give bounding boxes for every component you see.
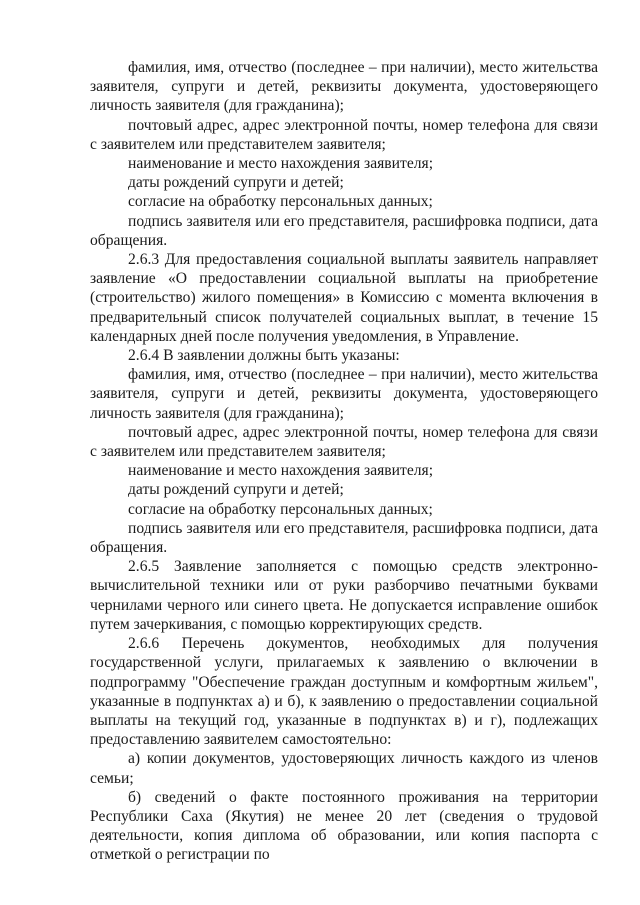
- list-item-b: б) сведений о факте постоянного проживания на территории Республики Саха (Якутия) не менее 20 лет (сведения о трудовой деятельности, копия диплома об образовании, или копия паспорта с отметкой о регистрации по: [90, 788, 598, 864]
- paragraph-signature-2: подпись заявителя или его представителя, расшифровка подписи, дата обращения.: [90, 519, 598, 557]
- list-item-a: а) копии документов, удостоверяющих личность каждого из членов семьи;: [90, 750, 598, 787]
- paragraph-postal-address-2: почтовый адрес, адрес электронной почты, номер телефона для связи с заявителем или представителем заявителя;: [90, 423, 598, 461]
- paragraph-data-consent-2: согласие на обработку персональных данных;: [128, 500, 433, 518]
- paragraph-postal-address: почтовый адрес, адрес электронной почты, номер телефона для связи с заявителем или представителем заявителя;: [90, 116, 598, 153]
- section-2-6-4: 2.6.4 В заявлении должны быть указаны:: [128, 347, 400, 365]
- paragraph-applicant-name-2: фамилия, имя, отчество (последнее – при наличии), место жительства заявителя, супруги и детей, реквизиты документа, удостоверяющего личность заявителя (для гражданина);: [90, 366, 598, 422]
- section-2-6-5: 2.6.5 Заявление заполняется с помощью средств электронно-вычислительной техники или от руки разборчиво печатными буквами чернилами черного или синего цвета. Не допускается исправление ошибок путем зачеркивания, с помощью корректирующих средств.: [90, 558, 598, 633]
- paragraph-applicant-name: фамилия, имя, отчество (последнее – при наличии), место жительства заявителя, супруги и детей, реквизиты документа, удостоверяющего личность заявителя (для гражданина);: [90, 59, 598, 115]
- document-page: [90, 58, 598, 865]
- paragraph-signature: подпись заявителя или его представителя, расшифровка подписи, дата обращения.: [90, 212, 598, 249]
- paragraph-data-consent: согласие на обработку персональных данных;: [128, 193, 433, 211]
- section-2-6-3: 2.6.3 Для предоставления социальной выплаты заявитель направляет заявление «О предоставлении социальной выплаты на приобретение (строительство) жилого помещения» в Комиссию с момента включения в предварительный список получателей социальных выплат, в течение 15 календарных дней после получения уведомления, в Управление.: [90, 251, 598, 345]
- paragraph-applicant-location-2: наименование и место нахождения заявителя;: [128, 462, 434, 480]
- paragraph-applicant-location: наименование и место нахождения заявителя;: [128, 155, 434, 173]
- paragraph-birth-dates: даты рождений супруги и детей;: [128, 174, 344, 192]
- section-2-6-6: 2.6.6 Перечень документов, необходимых для получения государственной услуги, прилагаемых к заявлению о включении в подпрограмму "Обеспечение граждан доступным и комфортным жильем", указанные в подпунктах а) и б), к заявлению о предоставлении социальной выплаты на текущий год, указанные в подпунктах в) и г), подлежащих предоставлению заявителем самостоятельно:: [90, 635, 598, 749]
- paragraph-birth-dates-2: даты рождений супруги и детей;: [128, 481, 344, 499]
